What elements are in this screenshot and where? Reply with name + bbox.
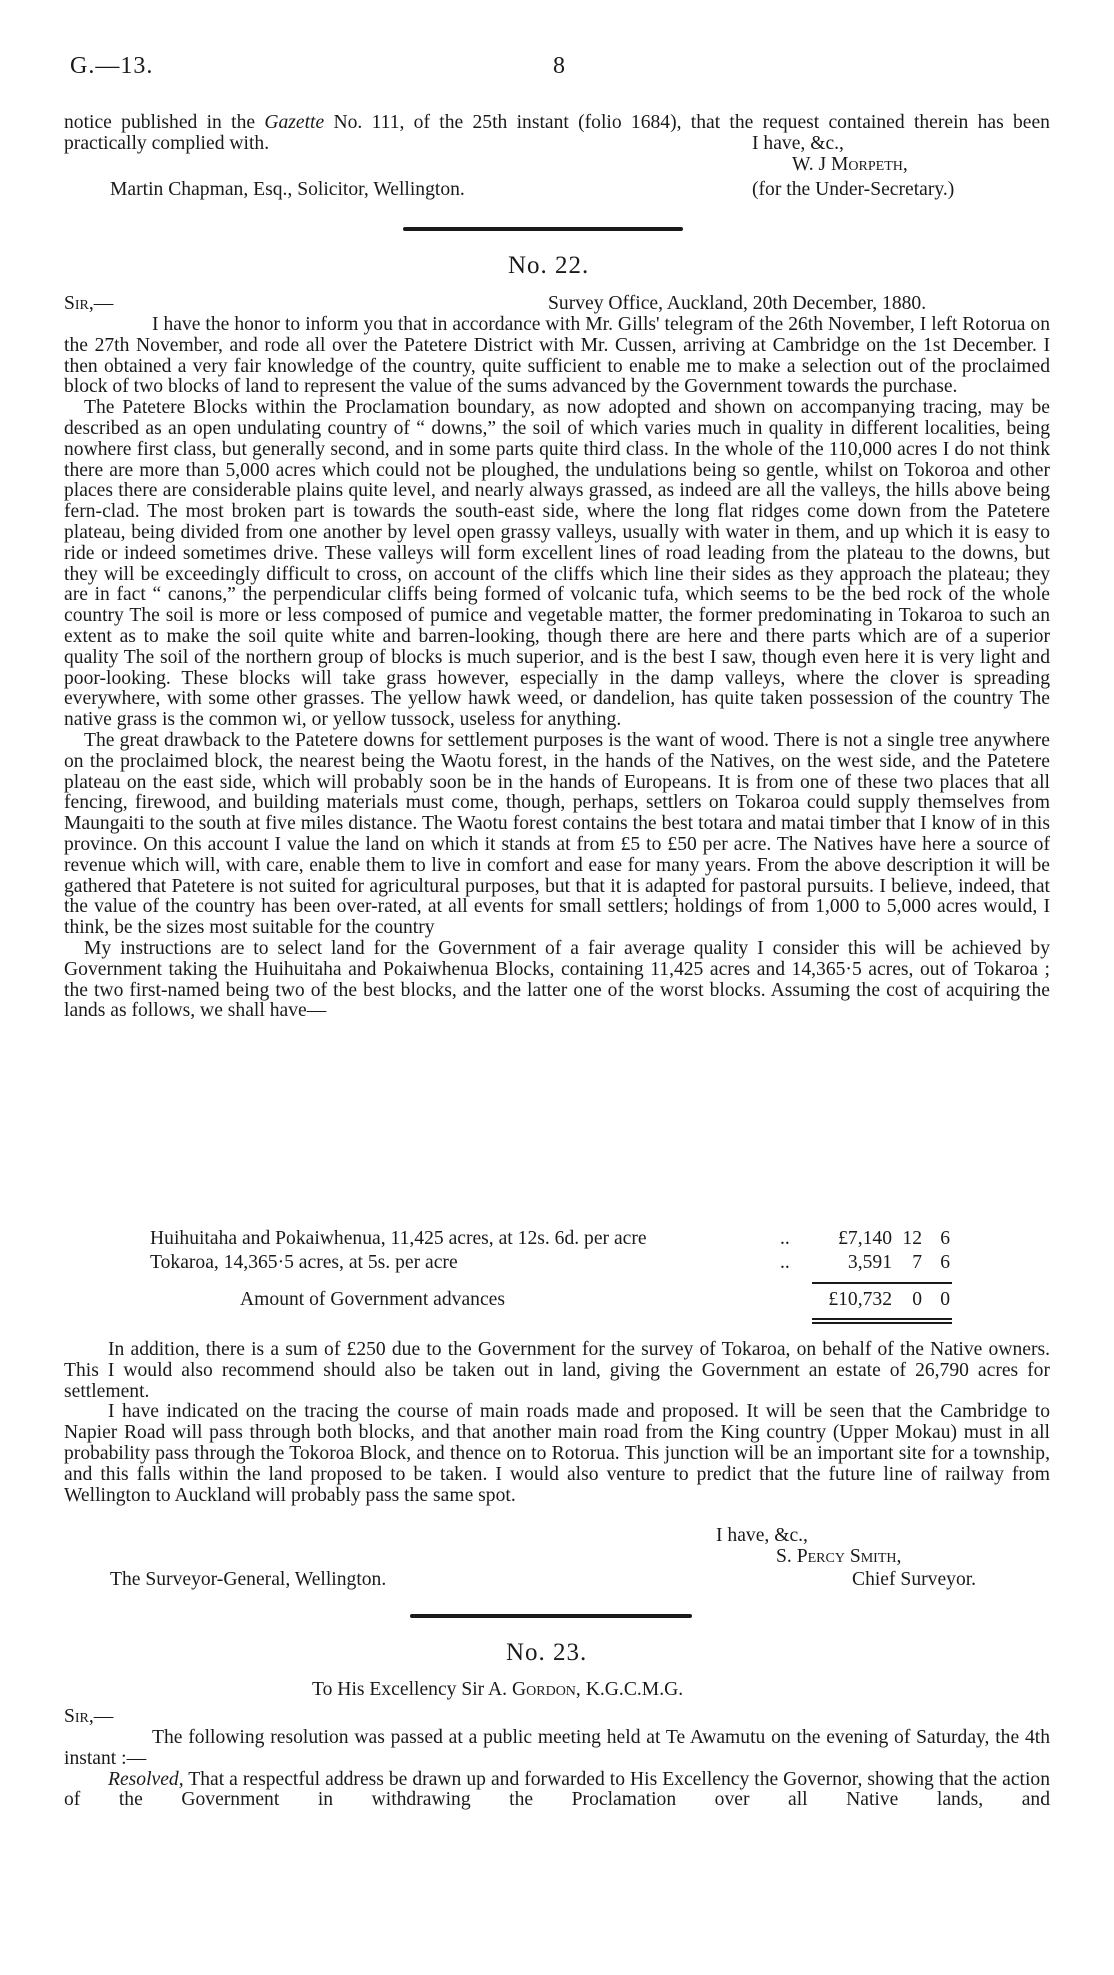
cost-leader: .. [780,1228,790,1249]
cost-pence: 6 [940,1228,950,1249]
series-label: G.—13. [70,53,154,79]
addressee-suffix: , K.G.C.M.G. [575,1679,684,1700]
section-divider [403,227,683,231]
section-divider [410,1614,692,1618]
addressee-prefix: To His Excellency Sir A. [312,1679,512,1700]
letter-22-paragraph: The great drawback to the Patetere downs for settlement purposes is the want of wood. There is not a single tree anywhere on the proclaimed block, the nearest being the Waotu forest, in the hands of the Natives, on the west side, and the Patetere plateau on the east side, which will probably soon be in the hands of Europeans. It is from one of these two places that all fencing, firewood, and building materials must come, though, perhaps, settlers on Tokaroa could supply themselves from Maungaiti to the south at five miles distance. The Waotu forest contains the best totara and matai timber that I know of in this province. On this account I value the land on which it stands at from £5 to £50 per acre. The Natives have here a source of revenue which will, with care, enable them to live in comfort and ease for many years. From the above description it will be gathered that Patetere is not suited for agricultural purposes, but that it is adapted for pastoral pursuits. I believe, indeed, that the value of the country has been over-rated, at all events for small settlers; holdings of from 1,000 to 5,000 acres would, I think, be the sizes most suitable for the country [64,729,1050,939]
letter-22-paragraph: My instructions are to select land for the Government of a fair average quality I consider this will be achieved by Government taking the Huihuitaha and Pokaiwhenua Blocks, containing 11,425 acres and 14,365·5 acres, out of Tokaroa ; the two first-named being two of the best blocks, and the latter one of the worst blocks. Assuming the cost of acquiring the lands as follows, we shall have— [64,937,1050,1022]
letter-22-signatory: S. Percy Smith, [776,1546,902,1567]
cost-shillings: 12 [902,1228,922,1249]
resolution-text: That a respectful address be drawn up and forwarded to His Excellency the Governor, showing that the action of the Government in withdrawing the Proclamation over all Native lands, and [64,1768,1050,1811]
addressee-name: Gordon [511,1679,576,1700]
letter-22-salutation: Sir,— [64,293,114,314]
letter-22-closing: I have, &c., [716,1525,808,1546]
prev-letter-text-2: No. 111, of the 25th instant (folio 1684), that the request contained [324,112,905,133]
cost-description: Tokaroa, 14,365·5 acres, at 5s. per acre [150,1252,458,1273]
letter-22-body-after [64,1340,1050,1506]
letter-22-number: No. 22. [508,252,590,279]
letter-23-resolution [64,1770,1050,1812]
cost-table [150,1229,950,1277]
cost-total-shillings: 0 [912,1289,922,1310]
letter-22-addressee: The Surveyor-General, Wellington. [110,1569,387,1590]
cost-total [150,1290,950,1314]
cost-pounds: 3,591 [847,1252,892,1273]
letter-23-body [64,1728,1050,1811]
cost-leader: .. [780,1252,790,1273]
prev-letter-text-3: therein has been practically complied with. [64,112,1050,154]
cost-row [150,1229,950,1253]
sum-rule-top [812,1282,952,1284]
cost-shillings: 7 [912,1252,922,1273]
cost-pence: 6 [940,1252,950,1273]
letter-22-body [64,315,1050,1022]
letter-22-signatory-role: Chief Surveyor. [852,1569,977,1590]
letter-22-place-date: Survey Office, Auckland, 20th December, 1880. [548,293,927,314]
letter-22-paragraph: The Patetere Blocks within the Proclamation boundary, as now adopted and shown on accompanying tracing, may be described as an open undulating country of “ downs,” the soil of which varies much in quality in different localities, being nowhere first class, but generally second, and in some parts quite third class. In the whole of the 110,000 acres I do not think there are more than 5,000 acres which could not be ploughed, the undulations being so gentle, whilst on Tokoroa and other places there are considerable plains quite level, and nearly always grassed, as indeed are all the valleys, the hills above being fern-clad. The most broken part is towards the south-east side, where the long flat ridges come down from the Patetere plateau, being divided from one another by level open grassy valleys, usually with water in them, and up which it is easy to ride or indeed sometimes drive. These valleys will form excellent lines of road leading from the plateau to the downs, but they will be exceedingly difficult to cross, on account of the cliffs which line their sides as they approach the plateau; they are in fact “ canons,” the perpendicular cliffs being formed of volcanic tufa, which seems to be the bed rock of the whole country The soil is more or less composed of pumice and vegetable matter, the former predominating in Tokaroa to such an extent as to make the soil quite white and barren-looking, though there are here and there parts which are of a superior quality The soil of the northern group of blocks is much superior, and is the best I saw, though even here it is very light and poor-looking. These blocks will take grass however, especially in the damp valleys, where the clover is spreading everywhere, with some other grasses. The yellow hawk weed, or dandelion, has quite taken possession of the country The native grass is the common wi, or yellow tussock, useless for anything. [64,397,1050,731]
letter-23-salutation: Sir,— [64,1706,114,1727]
prev-letter-body [64,113,1050,155]
gazette-title: Gazette [264,112,325,133]
letter-22-paragraph: I have indicated on the tracing the course of main roads made and proposed. It will be seen that the Cambridge to Napier Road will pass through both blocks, and that another main road from the King country (Upper Mokau) must in all probability pass through the Tokoroa Block, and thence on to Rotorua. This junction will be an important site for a township, and this falls within the land proposed to be taken. I would also venture to predict that the future line of railway from Wellington to Auckland will probably pass the same spot. [64,1401,1050,1506]
letter-23-number: No. 23. [506,1639,588,1666]
sum-rule-bottom [812,1318,952,1320]
cost-total-pence: 0 [940,1289,950,1310]
cost-total-row [150,1290,950,1314]
prev-letter-text-1: notice published in the [64,112,265,133]
prev-letter-signatory-role: (for the Under-Secretary.) [752,179,955,200]
cost-total-description: Amount of Government advances [240,1289,505,1310]
prev-letter-signatory: W. J Morpeth, [792,154,908,175]
sum-rule-bottom-double [812,1322,952,1324]
cost-description: Huihuitaha and Pokaiwhenua, 11,425 acres, at 12s. 6d. per acre [150,1228,647,1249]
prev-letter-closing: I have, &c., [752,133,844,154]
resolved-label: Resolved, [108,1768,184,1790]
letter-23-addressee [312,1680,683,1701]
letter-22-paragraph: I have the honor to inform you that in accordance with Mr. Gills' telegram of the 26th November, I left Rotorua on the 27th November, and rode all over the Patetere District with Mr. Cussen, arriving at Cambridge on the 1st December. I then obtained a very fair knowledge of the country, quite sufficient to enable me to make a selection out of the proclaimed block of two blocks of land to represent the value of the sums advanced by the Government towards the purchase. [64,314,1050,398]
cost-total-pounds: £10,732 [828,1289,892,1310]
letter-22-paragraph: In addition, there is a sum of £250 due to the Government for the survey of Tokaroa, on behalf of the Native owners. This I would also recommend should also be taken out in land, giving the Government an estate of 26,790 acres for settlement. [64,1339,1050,1402]
cost-row [150,1253,950,1277]
prev-letter-addressee: Martin Chapman, Esq., Solicitor, Wellington. [110,179,465,200]
cost-pounds: £7,140 [838,1228,892,1249]
page-number: 8 [553,53,565,79]
letter-23-paragraph: The following resolution was passed at a public meeting held at Te Awamutu on the evening of Saturday, the 4th instant :— [64,1727,1050,1769]
